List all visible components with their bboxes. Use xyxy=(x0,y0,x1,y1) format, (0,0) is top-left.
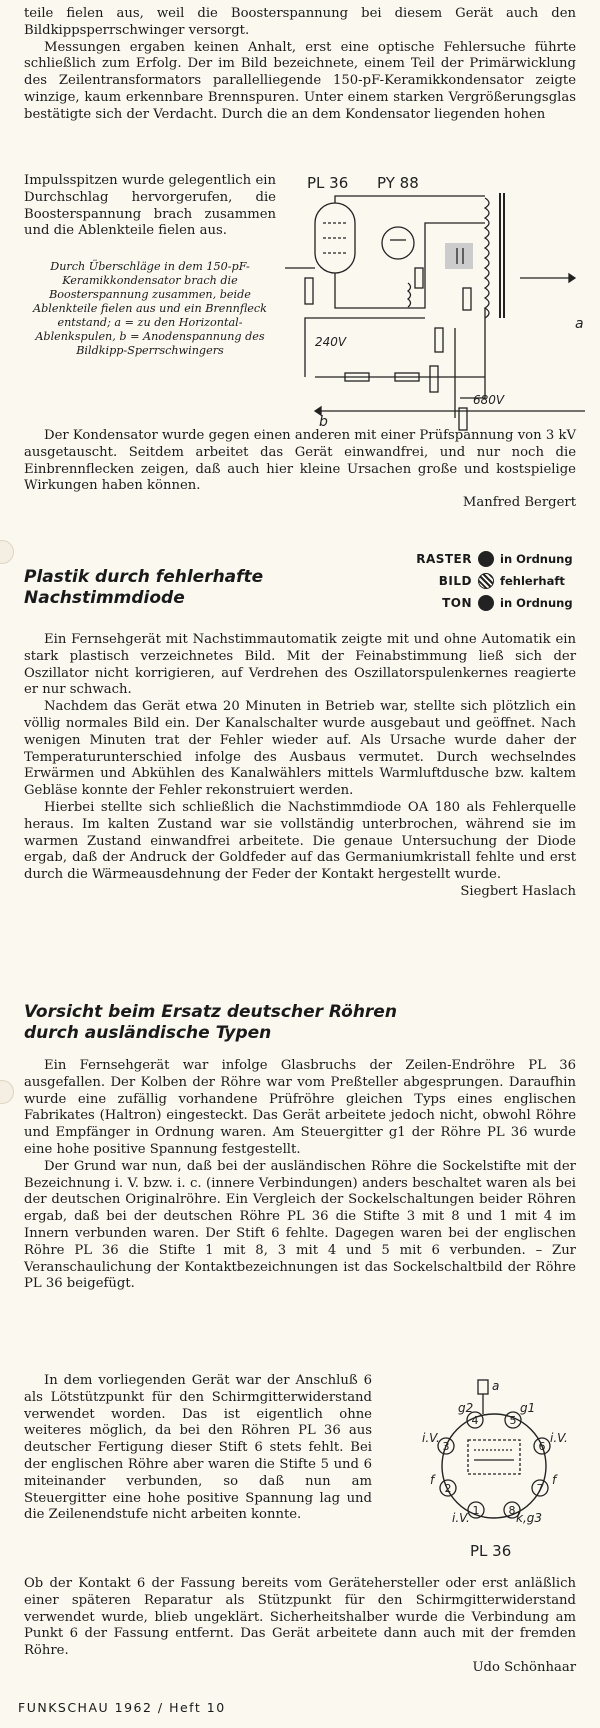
status-value: fehlerhaft xyxy=(500,574,565,588)
status-value: in Ordnung xyxy=(500,552,573,566)
socket-label-iv: i.V. xyxy=(422,1431,440,1445)
status-dot-icon xyxy=(478,551,494,567)
status-dot-icon xyxy=(478,595,494,611)
schematic-label-py88: PY 88 xyxy=(377,174,419,192)
schematic-label-680v: 680V xyxy=(473,393,505,407)
section-3-body xyxy=(24,1058,576,1293)
anode-cap xyxy=(478,1380,488,1394)
article-title: Vorsicht beim Ersatz deutscher Röhren xyxy=(24,1002,397,1022)
electrode-system xyxy=(468,1440,520,1474)
section-1-left xyxy=(24,173,276,358)
socket-label-g1: g1 xyxy=(520,1401,536,1415)
article-title: Plastik durch fehlerhafte xyxy=(24,567,264,587)
paragraph: Ein Fernsehgerät mit Nachstimmautomatik zeigte mit und ohne Automatik ein stark plastisch verzeichnetes Bild. Mit der Feinabstimmung ließ sich der Oszillator nicht korrigieren, auf Verdrehen des Oszillatorspulenkernes reagierte er nur schwach. xyxy=(24,632,576,698)
schematic-label-b: b xyxy=(319,414,328,430)
status-box xyxy=(408,548,578,614)
schematic-label-240v: 240V xyxy=(315,335,347,349)
section-2-body xyxy=(24,632,576,901)
paragraph: Ob der Kontakt 6 der Fassung bereits vom Gerätehersteller oder erst anläßlich einer späteren Reparatur als Stützpunkt für den Schirmgitterwiderstand verwendet wurde, blieb ungeklärt. Sicherheitshalber wurde die Verbindung am Punkt 6 der Fassung entfernt. Das Gerät arbeitete dann auch mit der fremden Röhre. xyxy=(24,1576,576,1659)
socket-title: PL 36 xyxy=(470,1542,512,1560)
status-row-bild xyxy=(408,570,578,592)
status-hatched-dot-icon xyxy=(478,573,494,589)
socket-label-f: f xyxy=(552,1473,557,1487)
author-signature: Siegbert Haslach xyxy=(460,883,576,899)
capacitor-highlight xyxy=(445,243,473,269)
socket-pin-label: 1 xyxy=(472,1504,480,1517)
socket-pin-label: 3 xyxy=(442,1440,450,1453)
deflection-schematic xyxy=(285,168,585,438)
page-footer: FUNKSCHAU 1962 / Heft 10 xyxy=(18,1700,226,1715)
author-signature: Manfred Bergert xyxy=(462,495,576,511)
status-label: BILD xyxy=(438,574,472,588)
section-1-end xyxy=(24,428,576,512)
socket-pin-label: 2 xyxy=(444,1482,452,1495)
socket-diagram xyxy=(410,1378,580,1563)
paragraph: Ein Fernsehgerät war infolge Glasbruchs der Zeilen-Endröhre PL 36 ausgefallen. Der Kolben der Röhre war vom Preßteller abgesprungen. Daraufhin wurde eine zufällig vorhandene Prüfröhre gleichen Typs eines englischen Fabrikates (Haltron) eingesteckt. Das Gerät arbeitete jedoch nicht, obwohl Röhre und Empfänger in Ordnung waren. Am Steuergitter g1 der Röhre PL 36 wurde eine hohe positive Spannung festgestellt. xyxy=(24,1058,576,1157)
status-row-ton xyxy=(408,592,578,614)
socket-pin-label: 8 xyxy=(508,1504,516,1517)
socket-label-iv: i.V. xyxy=(550,1431,568,1445)
author-signature: Udo Schönhaar xyxy=(472,1659,576,1675)
socket-outline xyxy=(442,1414,546,1518)
socket-label-a: a xyxy=(492,1379,500,1393)
section-3-left xyxy=(24,1373,372,1524)
intro-paragraph: teile fielen aus, weil die Boosterspannung bei diesem Gerät auch den Bildkippsperrschwinger versorgt. xyxy=(24,6,576,38)
socket-pin-label: 6 xyxy=(538,1440,546,1453)
paragraph: Nachdem das Gerät etwa 20 Minuten in Betrieb war, stellte sich plötzlich ein völlig normales Bild ein. Der Kanalschalter wurde ausgebaut und geöffnet. Nach wenigen Minuten trat der Fehler wieder auf. Als Ursache wurde daher der Temperaturunterschied infolge des Ausbaus vermutet. Durch wechselndes Erwärmen und Abkühlen des Kanalwählers mittels Warmluftdusche bzw. kaltem Gebläse konnte der Fehler rekonstruiert werden. xyxy=(24,699,576,799)
punch-hole xyxy=(0,540,14,564)
socket-label-kg3: k,g3 xyxy=(516,1511,543,1525)
section-1 xyxy=(24,6,576,124)
article-title: durch ausländische Typen xyxy=(24,1023,272,1043)
article-title: Nachstimmdiode xyxy=(24,588,185,608)
paragraph: Impulsspitzen wurde gelegentlich ein Durchschlag hervorgerufen, die Boosterspannung brach zusammen und die Ablenkteile fielen aus. xyxy=(24,173,276,239)
paragraph: Der Kondensator wurde gegen einen anderen mit einer Prüfspannung von 3 kV ausgetauscht. Seitdem arbeitet das Gerät einwandfrei, und nur noch die Einbrennflecken zeigen, daß auch hier kleine Ursachen große und kostspielige Wirkungen haben können. xyxy=(24,428,576,494)
socket-pin-label: 7 xyxy=(536,1482,544,1495)
paragraph: Hierbei stellte sich schließlich die Nachstimmdiode OA 180 als Fehlerquelle heraus. Im kalten Zustand war sie vollständig unterbrochen, während sie im warmen Zustand einwandfrei arbeitete. Die genaue Untersuchung der Diode ergab, daß der Andruck der Goldfeder auf das Germaniumkristall fehlte und erst durch die Wärmeausdehnung der Feder der Kontakt hergestellt wurde. xyxy=(24,799,576,883)
paragraph: Messungen ergaben keinen Anhalt, erst eine optische Fehlersuche führte schließlich zum Erfolg. Der im Bild bezeichnete, einem Teil der Primärwicklung des Zeilentransformators parallelliegende 150-pF-Keramikkondensator zeigte winzige, kaum erkennbare Brennspuren. Unter einem starken Vergrößerungsglas bestätigte sich der Verdacht. Durch die an dem Kondensator liegenden hohen xyxy=(24,39,576,122)
section-3-title xyxy=(24,1002,576,1044)
schematic-label-a: a xyxy=(575,316,584,332)
status-label: RASTER xyxy=(416,552,472,566)
py88-tube xyxy=(382,227,414,259)
paragraph: In dem vorliegenden Gerät war der Anschluß 6 als Lötstützpunkt für den Schirmgitterwiderstand verwendet worden. Das ist eigentlich ohne weiteres möglich, da bei den Röhren PL 36 aus deutscher Fertigung dieser Stift 6 stets fehlt. Bei der englischen Röhre aber waren die Stifte 5 und 6 miteinander verbunden, so daß nun am Steuergitter eine hohe positive Spannung lag und die Zeilenendstufe nicht arbeiten konnte. xyxy=(24,1373,372,1523)
figure-caption: Durch Überschläge in dem 150-pF-Keramikkondensator brach die Boosterspannung zusammen, beide Ablenkteile fielen aus und ein Brennfleck entstand; a = zu den Horizontal-Ablenkspulen, b = Anodenspannung des Bildkipp-Sperrschwingers xyxy=(33,260,267,358)
socket-label-iv: i.V. xyxy=(452,1511,470,1525)
paragraph: Der Grund war nun, daß bei der ausländischen Röhre die Sockelstifte mit der Bezeichnung i. V. bzw. i. c. (innere Verbindungen) anders beschaltet waren als bei der deutschen Originalröhre. Ein Vergleich der Sockelschaltungen beider Röhren ergab, daß bei der deutschen Röhre PL 36 die Stifte 3 mit 8 und 1 mit 4 im Innern verbunden waren. Der Stift 6 fehlte. Dagegen waren bei der englischen Röhre PL 36 die Stifte 1 mit 8, 3 mit 4 und 5 mit 6 verbunden. – Zur Veranschaulichung der Kontaktbezeichnungen ist das Sockelschaltbild der Röhre PL 36 beigefügt. xyxy=(24,1158,576,1292)
socket-pin-label: 4 xyxy=(471,1414,479,1427)
socket-pin-label: 5 xyxy=(509,1414,517,1427)
socket-label-f: f xyxy=(430,1473,435,1487)
status-row-raster xyxy=(408,548,578,570)
socket-label-g2: g2 xyxy=(458,1401,474,1415)
status-value: in Ordnung xyxy=(500,596,573,610)
schematic-label-pl36: PL 36 xyxy=(307,174,349,192)
punch-hole xyxy=(0,1080,14,1104)
section-3-end xyxy=(24,1576,576,1677)
transformer-coil xyxy=(485,198,489,318)
status-label: TON xyxy=(442,596,472,610)
